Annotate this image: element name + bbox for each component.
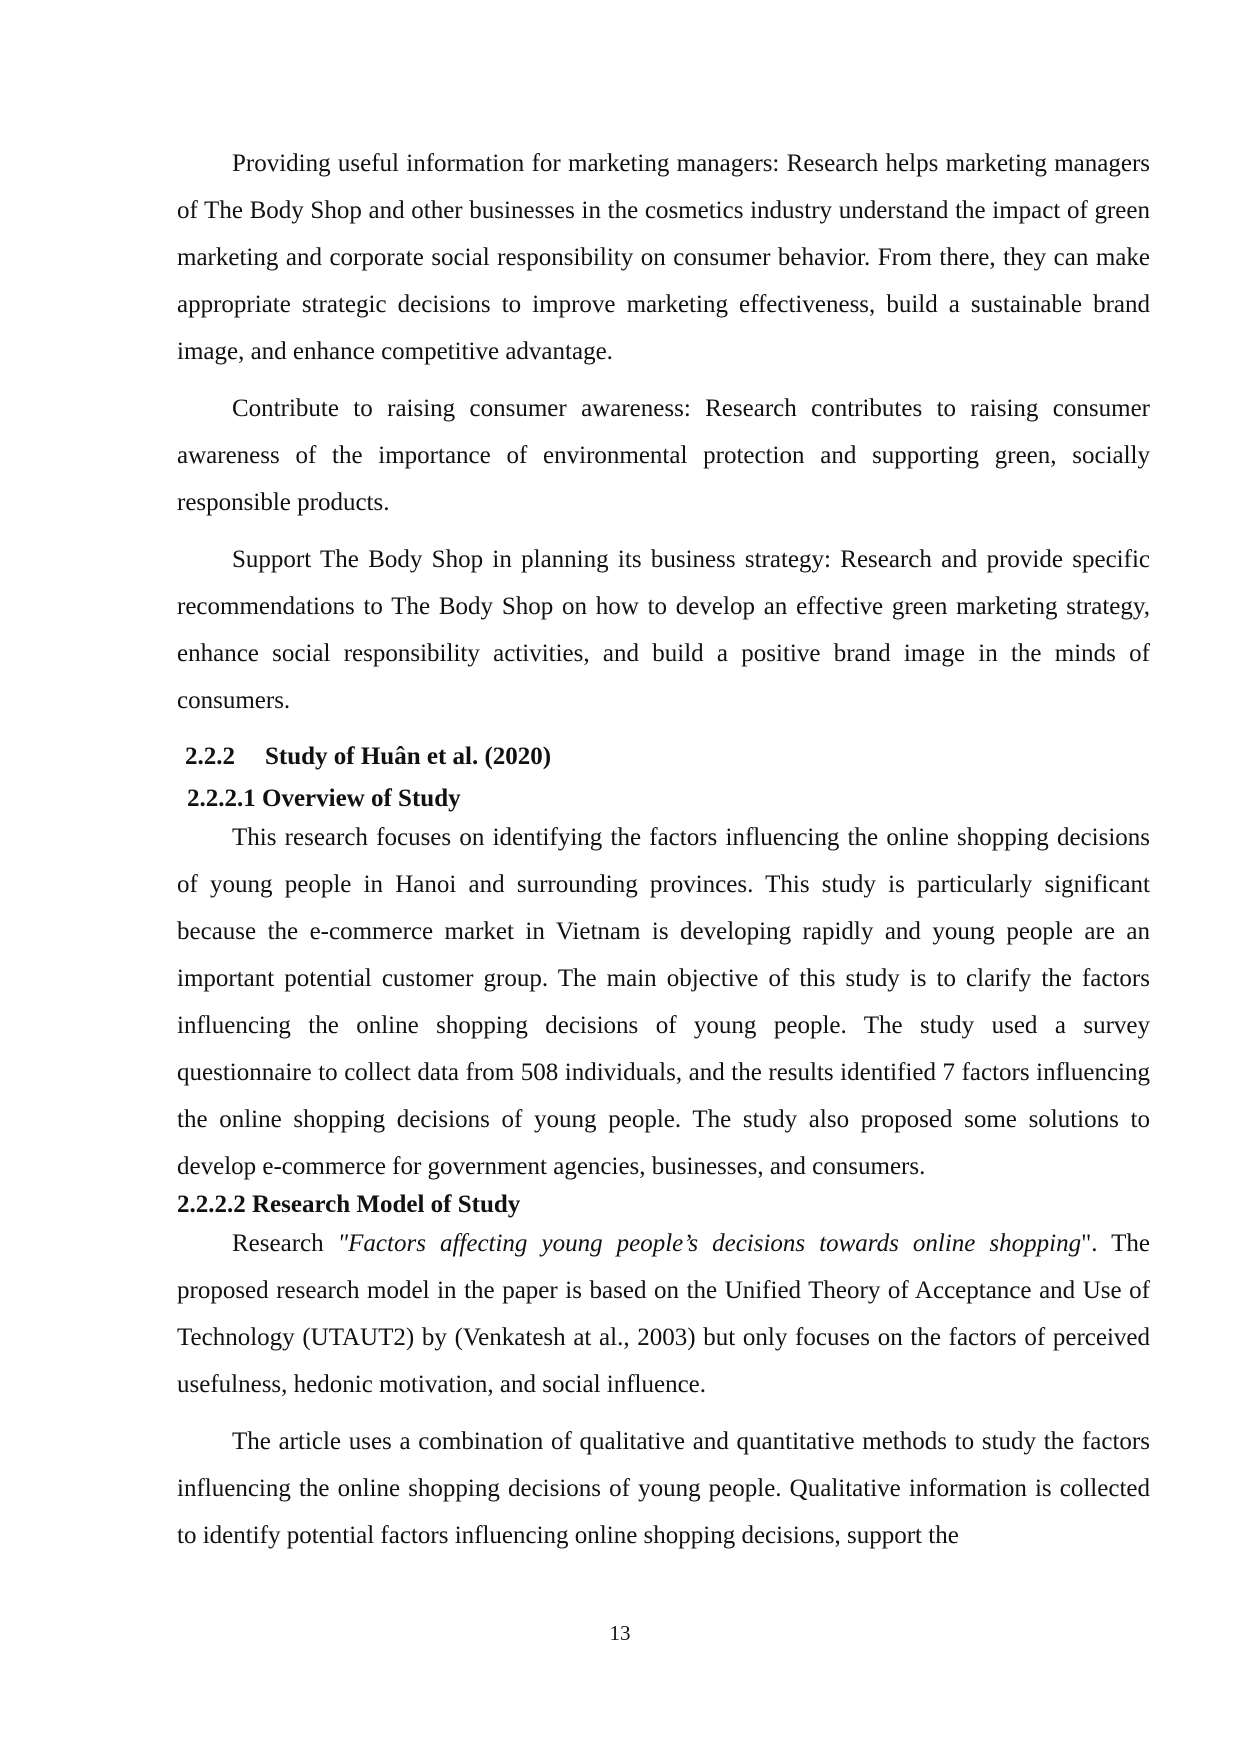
paragraph-research-model	[177, 1220, 1150, 1408]
article-title: "Factors affecting young people’s decisions towards online shopping	[337, 1230, 1082, 1257]
paragraph-marketing-managers: Providing useful information for marketing managers: Research helps marketing managers of The Body Shop and other businesses in the cosmetics industry understand the impact of green marketing and corporate social responsibility on consumer behavior. From there, they can make appropriate strategic decisions to improve marketing effectiveness, build a sustainable brand image, and enhance competitive advantage.	[177, 150, 1150, 365]
paragraph-overview: This research focuses on identifying the factors influencing the online shopping decisions of young people in Hanoi and surrounding provinces. This study is particularly significant because the e-commerce market in Vietnam is developing rapidly and young people are an important potential customer group. The main objective of this study is to clarify the factors influencing the online shopping decisions of young people. The study used a survey questionnaire to collect data from 508 individuals, and the results identified 7 factors influencing the online shopping decisions of young people. The study also proposed some solutions to develop e-commerce for government agencies, businesses, and consumers.	[177, 824, 1150, 1180]
paragraph-methods: The article uses a combination of qualitative and quantitative methods to study the factors influencing the online shopping decisions of young people. Qualitative information is collected to identify potential factors influencing online shopping decisions, support the	[177, 1428, 1150, 1549]
document-page	[177, 140, 1150, 1559]
paragraph-consumer-awareness: Contribute to raising consumer awareness: Research contributes to raising consumer awareness of the importance of environmental protection and supporting green, socially responsible products.	[177, 395, 1150, 516]
subsection-heading-overview: 2.2.2.1 Overview of Study	[187, 785, 461, 812]
research-model-text: ". The proposed research model in the paper is based on the Unified Theory of Acceptance and Use of Technology (UTAUT2) by (Venkatesh at al., 2003) but only focuses on the factors of perceived usefulness, hedonic motivation, and social influence.	[177, 1230, 1150, 1398]
section-title: Study of Huân et al. (2020)	[265, 743, 552, 770]
research-lead-text: Research	[232, 1230, 338, 1257]
subsection-heading-research-model: 2.2.2.2 Research Model of Study	[177, 1191, 521, 1218]
paragraph-business-strategy: Support The Body Shop in planning its business strategy: Research and provide specific recommendations to The Body Shop on how to develop an effective green marketing strategy, enhance social responsibility activities, and build a positive brand image in the minds of consumers.	[177, 546, 1150, 714]
section-number: 2.2.2	[185, 743, 235, 770]
page-number: 13	[609, 1621, 631, 1645]
section-heading-2-2-2	[185, 740, 1150, 774]
